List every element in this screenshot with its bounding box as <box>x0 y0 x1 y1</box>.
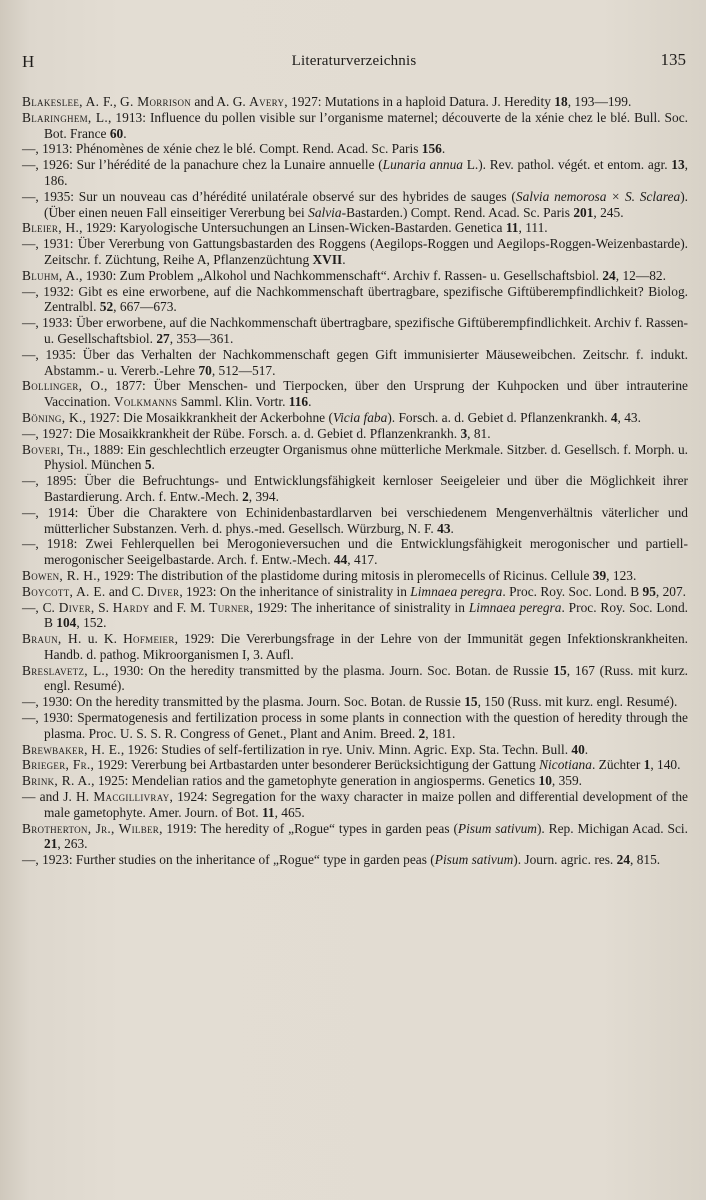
reference-text: 156 <box>421 141 442 157</box>
reference-text: Volkmanns <box>113 394 178 410</box>
reference-entry <box>22 442 688 474</box>
reference-text: , 186. <box>44 157 688 188</box>
reference-entry <box>22 284 688 316</box>
reference-entry <box>22 157 688 189</box>
reference-text: , 1929: The distribution of the plastidome during mitosis in pleromecells of Ricinus. Cellule <box>96 567 593 583</box>
reference-entry <box>22 631 688 663</box>
reference-text: —, 1913: Phénomènes de xénie chez le blé. Compt. Rend. Acad. Sc. Paris <box>22 141 422 157</box>
reference-entry <box>22 584 688 600</box>
reference-text: 44 <box>333 552 348 568</box>
reference-text: 24 <box>616 852 631 868</box>
reference-text: , 1930: On the heredity transmitted by the plasma. Journ. Soc. Botan. de Russie <box>105 662 554 678</box>
reference-text: , 1929: Die Vererbungsfrage in der Lehre von der Immunität gegen Infektionskrankheiten. Handb. d. pathog. Mikroorganismen I, 3. Aufl. <box>44 631 688 662</box>
reference-entry <box>22 141 688 157</box>
reference-text: , 512—517. <box>211 362 276 378</box>
reference-entry <box>22 268 688 284</box>
reference-text: Brieger, Fr. <box>22 757 91 773</box>
reference-text: —, 1926: Sur l’hérédité de la panachure chez la Lunaire annuelle ( <box>22 157 383 173</box>
reference-text: ). Journ. agric. res. <box>513 852 617 868</box>
reference-text: 104 <box>56 615 77 631</box>
reference-entry <box>22 473 688 505</box>
reference-text: —, 1931: Über Vererbung von Gattungsbastarden des Roggens (Aegilops-Roggen und Aegilops-Roggen-Weizenbastarde). Zeitschr. f. Züchtung, Reihe A, Pflanzenzüchtung <box>22 236 688 267</box>
reference-text: , 815. <box>630 852 661 868</box>
reference-entry <box>22 568 688 584</box>
reference-text: 11 <box>505 220 519 236</box>
reference-text: 11 <box>261 804 275 820</box>
reference-entry <box>22 694 688 710</box>
reference-text: Salvia <box>308 204 342 220</box>
reference-text: — and J. H. <box>22 789 94 805</box>
reference-text: and A. G. <box>191 94 250 109</box>
reference-text: 13 <box>671 157 685 173</box>
reference-text: , <box>113 94 120 109</box>
reference-entry <box>22 347 688 379</box>
reference-text: , 140. <box>650 757 681 773</box>
reference-text: Diver <box>58 599 91 615</box>
reference-text: Bowen, R. H. <box>22 567 97 583</box>
reference-text: —, 1895: Über die Befruchtungs- und Entwicklungsfähigkeit kernloser Seeigeleier und über die Möglichkeit ihrer Bastardierung. Arch. f. Entw.-Mech. <box>22 473 688 504</box>
reference-text: 40 <box>571 741 585 757</box>
page-number: 135 <box>660 50 686 69</box>
reference-text: Salvia nemorosa × S. Sclarea <box>515 188 681 204</box>
reference-text: . <box>441 141 446 157</box>
reference-text: Bollinger, O. <box>22 378 105 394</box>
reference-text: , 263. <box>57 836 88 852</box>
reference-text: Diver <box>147 583 180 599</box>
reference-text: Macgillivray <box>93 789 170 805</box>
reference-text: , 181. <box>425 725 456 741</box>
reference-text: , 1919: The heredity of „Rogue“ types in garden peas ( <box>159 820 458 836</box>
reference-text: Nicotiana <box>539 757 592 773</box>
reference-text: Pisum sativum <box>457 820 537 836</box>
reference-text: , 43. <box>617 409 641 425</box>
reference-text: 21 <box>44 836 58 852</box>
reference-text: , 167 (Russ. mit kurz. engl. Resumé). <box>44 662 688 694</box>
reference-text: —, 1933: Über erworbene, auf die Nachkommenschaft übertragbare, spezifische Giftüberempfindlichkeit. Archiv f. Rassen- u. Gesellschaftsbiol. <box>22 315 688 346</box>
running-title: Literaturverzeichnis <box>291 53 417 69</box>
reference-text: 60 <box>109 125 124 141</box>
reference-text: —, 1930: Spermatogenesis and fertilization process in some plants in connection with the question of heredity through the plasma. Proc. U. S. S. R. Congress of Genet., Plant and Anim. Breed. <box>22 710 688 741</box>
reference-entry <box>22 789 688 821</box>
reference-entry <box>22 315 688 347</box>
reference-text: , 465. <box>274 804 305 820</box>
reference-text: . Proc. Roy. Soc. Lond. B <box>44 599 688 631</box>
reference-entry <box>22 536 688 568</box>
reference-text: , 123. <box>606 567 637 583</box>
reference-text: , 12—82. <box>615 267 666 283</box>
reference-text: , 1924: Segregation for the waxy character in maize pollen and differential development of the male gametophyte. Amer. Journ. of Bot. <box>44 789 688 820</box>
reference-text: XVII <box>312 251 343 267</box>
reference-text: Böning, K. <box>22 409 83 425</box>
reference-text: , 417. <box>347 552 378 568</box>
reference-text: Brink, R. A. <box>22 773 92 789</box>
reference-text: —, 1914: Über die Charaktere von Echinidenbastardlarven bei verschiedenem Mengenverhältnis väterlicher und mütterlicher Substanzen. Verh. d. phys.-med. Gesellsch. Würzburg, N. F. <box>22 504 688 536</box>
reference-text: ). Forsch. a. d. Gebiet d. Pflanzenkrankh. <box>387 409 611 425</box>
reference-text: ). Rep. Michigan Acad. Sci. <box>536 820 688 836</box>
reference-text: 201 <box>573 204 594 220</box>
reference-text: ). (Über einen neuen Fall einseitiger Vererbung bei <box>44 188 688 220</box>
reference-text: , 193—199. <box>567 94 632 109</box>
reference-text: —, 1935: Über das Verhalten der Nachkommenschaft gegen Gift immunisierter Mäuseweibchen. Zeitschr. f. indukt. Abstamm.- u. Vererb.-Lehre <box>22 346 688 378</box>
reference-text: , 353—361. <box>169 330 234 346</box>
reference-text: . Züchter <box>591 757 644 773</box>
reference-text: u. K. <box>81 631 124 647</box>
reference-text: 70 <box>198 362 212 378</box>
reference-text: . Proc. Roy. Soc. Lond. B <box>502 583 643 599</box>
reference-text: . <box>450 520 454 536</box>
reference-text: , 1889: Ein geschlechtlich erzeugter Organismus ohne mütterliche Merkmale. Sitzber. d. Gesellsch. f. Morph. u. Physiol. München <box>44 441 688 473</box>
reference-text: 3 <box>460 425 468 441</box>
reference-text: , 111. <box>518 220 548 236</box>
reference-text: 52 <box>99 299 114 315</box>
reference-text: 5 <box>144 457 152 473</box>
reference-text: , 1925: Mendelian ratios and the gametophyte generation in angiosperms. Genetics <box>91 773 539 789</box>
reference-text: . <box>342 251 346 267</box>
reference-text: Braun, H. <box>22 631 82 647</box>
reference-text: L.). Rev. pathol. végét. et entom. agr. <box>463 157 672 173</box>
reference-text: , 1877: Über Menschen- und Tierpocken, über den Ursprung der Kuhpocken und über intrauterine Vaccination. <box>44 378 688 410</box>
reference-text: Bleier, H. <box>22 220 80 236</box>
reference-entry <box>22 110 688 142</box>
reference-text: , 1930: Zum Problem „Alkohol und Nachkommenschaft“. Archiv f. Rassen- u. Gesellschaftsbiol. <box>79 267 603 283</box>
reference-text: G. Morrison <box>119 94 192 109</box>
reference-text: and C. <box>105 583 148 599</box>
reference-entry <box>22 742 688 758</box>
reference-text: 4 <box>610 409 618 425</box>
reference-text: Avery <box>249 94 285 109</box>
reference-text: —, 1918: Zwei Fehlerquellen bei Merogonieversuchen und die Entwicklungsfähigkeit merogonischer und partiell-merogonischer Seeigelbastarde. Arch. f. Entw.-Mech. <box>22 536 688 568</box>
reference-list <box>22 94 688 868</box>
reference-text: . <box>123 125 127 141</box>
reference-text: Pisum sativum <box>434 852 514 868</box>
reference-text: —, 1930: On the heredity transmitted by the plasma. Journ. Soc. Botan. de Russie <box>22 694 465 710</box>
reference-text: 24 <box>602 267 616 283</box>
reference-text: 39 <box>592 567 607 583</box>
reference-text: . <box>308 394 312 410</box>
reference-entry <box>22 94 688 110</box>
reference-text: , 152. <box>76 615 107 631</box>
reference-text: Brewbaker, H. E. <box>22 741 121 757</box>
reference-entry <box>22 410 688 426</box>
reference-entry <box>22 236 688 268</box>
reference-text: —, 1935: Sur un nouveau cas d’hérédité unilatérale observé sur des hybrides de sauges ( <box>22 188 516 204</box>
reference-text: 27 <box>156 330 170 346</box>
reference-text: Blakeslee, A. F. <box>22 94 114 109</box>
reference-entry <box>22 600 688 632</box>
reference-text: , 1929: Vererbung bei Artbastarden unter besonderer Berücksichtigung der Gattung <box>90 757 540 773</box>
reference-text: -Bastarden.) Compt. Rend. Acad. Sc. Paris <box>341 204 574 220</box>
reference-text: , 1926: Studies of self-fertilization in rye. Univ. Minn. Agric. Exp. Sta. Techn. Bull. <box>120 741 572 757</box>
reference-text: 15 <box>464 694 478 710</box>
reference-text: , 667—673. <box>113 299 177 315</box>
reference-text: , 150 (Russ. mit kurz. engl. Resumé). <box>477 694 678 710</box>
reference-text: and F. M. <box>149 599 210 615</box>
reference-text: Limnaea peregra <box>468 599 562 615</box>
section-letter: H <box>22 52 35 71</box>
reference-entry <box>22 189 688 221</box>
reference-text: —, 1923: Further studies on the inheritance of „Rogue“ type in garden peas ( <box>22 852 435 868</box>
reference-text: 1 <box>643 757 651 773</box>
reference-text: , 1927: Mutations in a haploid Datura. J. Heredity <box>284 94 555 109</box>
reference-text: 10 <box>538 773 552 789</box>
reference-entry <box>22 710 688 742</box>
reference-text: , 1927: Die Mosaikkrankheit der Ackerbohne ( <box>82 409 333 425</box>
reference-text: —, 1927: Die Mosaikkrankheit der Rübe. Forsch. a. d. Gebiet d. Pflanzenkrankh. <box>22 425 461 441</box>
reference-entry <box>22 663 688 695</box>
reference-text: Bluhm, A. <box>22 267 80 283</box>
reference-text: Hardy <box>112 599 150 615</box>
reference-text: 18 <box>554 94 568 109</box>
reference-text: Turner <box>209 599 250 615</box>
reference-text: Limnaea peregra <box>410 583 503 599</box>
reference-text: , 1923: On the inheritance of sinistrality in <box>179 583 411 599</box>
reference-text: , 1913: Influence du pollen visible sur l’organisme maternel; découverte de la xénie chez le blé. Bull. Soc. Bot. France <box>44 109 688 141</box>
page-header <box>22 50 686 72</box>
reference-text: , 207. <box>655 583 687 599</box>
reference-text: Blaringhem, L. <box>22 109 109 125</box>
reference-text: 116 <box>288 394 309 410</box>
reference-text: . <box>584 741 589 757</box>
reference-text: —, C. <box>22 599 59 615</box>
reference-entry <box>22 426 688 442</box>
reference-text: 2 <box>242 488 249 504</box>
reference-entry <box>22 757 688 773</box>
reference-text: 15 <box>553 662 567 678</box>
reference-entry <box>22 505 688 537</box>
reference-text: Vicia faba <box>332 409 388 425</box>
reference-text: , 359. <box>551 773 583 789</box>
reference-text: Lunaria annua <box>382 157 463 173</box>
reference-entry <box>22 378 688 410</box>
reference-text: , 1929: The inheritance of sinistrality in <box>249 599 469 615</box>
reference-text: 2 <box>418 725 426 741</box>
reference-text: 43 <box>437 520 451 536</box>
reference-text: , 245. <box>593 204 624 220</box>
reference-text: Breslavetz, L. <box>22 662 106 678</box>
reference-text: , 81. <box>467 425 491 441</box>
reference-text: —, 1932: Gibt es eine erworbene, auf die Nachkommenschaft übertragbare, spezifische Giftüberempfindlichkeit? Biolog. Zentralbl. <box>22 283 688 315</box>
reference-text: Samml. Klin. Vortr. <box>177 394 289 410</box>
reference-entry <box>22 220 688 236</box>
reference-text: , S. <box>90 599 113 615</box>
reference-text: 95 <box>642 583 656 599</box>
reference-text: Hofmeier <box>123 631 175 647</box>
reference-entry <box>22 821 688 853</box>
reference-text: Brotherton, Jr., Wilber <box>22 820 160 836</box>
reference-text: , 1929: Karyologische Untersuchungen an Linsen-Wicken-Bastarden. Genetica <box>79 220 506 236</box>
reference-text: . <box>151 457 155 473</box>
reference-entry <box>22 852 688 868</box>
reference-text: , 394. <box>248 488 279 504</box>
reference-text: Boycott, A. E. <box>22 583 106 599</box>
reference-entry <box>22 773 688 789</box>
reference-text: Boveri, Th. <box>22 441 87 457</box>
